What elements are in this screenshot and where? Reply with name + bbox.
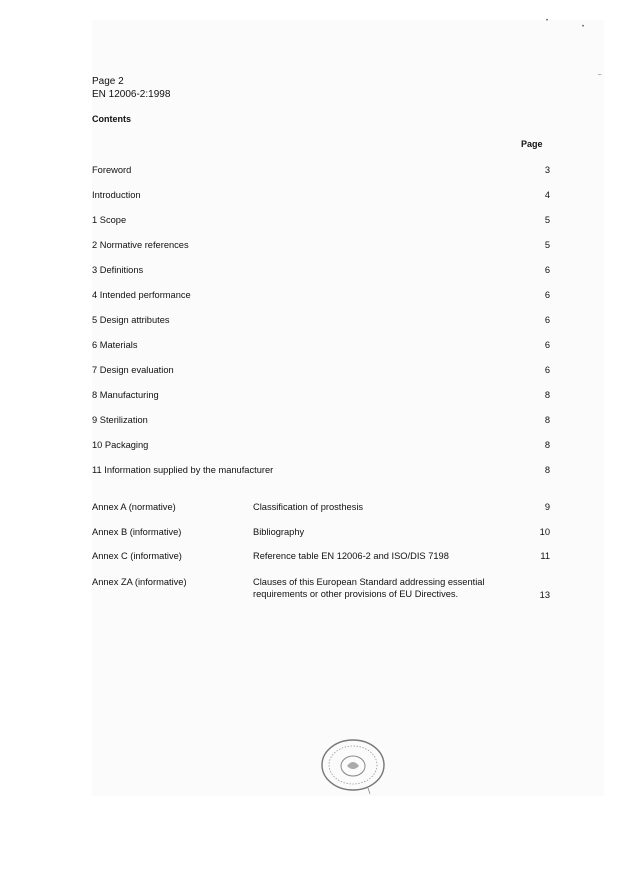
annex-title: Bibliography (253, 527, 305, 537)
annex-label: Annex C (informative) (92, 551, 182, 561)
annex-label: Annex A (normative) (92, 502, 176, 512)
annex-entry[interactable] (92, 501, 550, 513)
toc-entry-title: Foreword (92, 165, 132, 175)
scan-speck: • (546, 18, 549, 24)
annex-entry[interactable] (92, 576, 550, 602)
toc-entry-page: 5 (544, 240, 550, 250)
toc-entry[interactable] (92, 163, 550, 177)
annex-label: Annex ZA (informative) (92, 577, 187, 587)
scan-speck: – (598, 72, 602, 78)
page-column-heading: Page (521, 139, 543, 149)
toc-entry[interactable] (92, 388, 550, 402)
toc-entry-page: 6 (544, 290, 550, 300)
official-seal-stamp (318, 738, 388, 796)
seal-emblem (347, 762, 359, 769)
toc-entry-title: 10 Packaging (92, 440, 149, 450)
annex-title: Clauses of this European Standard addressing essential requirements or other provisions of EU Directives. (253, 577, 485, 599)
toc-entry[interactable] (92, 363, 550, 377)
toc-entry[interactable] (92, 188, 550, 202)
toc-entry[interactable] (92, 238, 550, 252)
toc-entry[interactable] (92, 313, 550, 327)
annex-entry[interactable] (92, 550, 550, 562)
toc-entry-page: 8 (544, 415, 550, 425)
annex-page: 9 (544, 502, 550, 512)
annex-title: Reference table EN 12006-2 and ISO/DIS 7198 (253, 551, 449, 561)
standard-number: EN 12006-2:1998 (92, 89, 171, 100)
toc-entry-title: 3 Definitions (92, 265, 144, 275)
annex-label: Annex B (informative) (92, 527, 182, 537)
toc-entry-title: Introduction (92, 190, 141, 200)
annex-page: 11 (540, 551, 550, 561)
annex-page: 13 (539, 590, 550, 600)
toc-entry[interactable] (92, 213, 550, 227)
toc-entry-title: 11 Information supplied by the manufacturer (92, 465, 274, 475)
toc-entry-page: 3 (544, 165, 550, 175)
toc-entry[interactable] (92, 288, 550, 302)
toc-entry-title: 8 Manufacturing (92, 390, 159, 400)
toc-entry[interactable] (92, 413, 550, 427)
document-page (92, 20, 604, 796)
toc-entry-page: 5 (544, 215, 550, 225)
toc-entry-title: 7 Design evaluation (92, 365, 174, 375)
scan-speck: • (582, 24, 585, 30)
contents-heading: Contents (92, 114, 131, 124)
toc-entry[interactable] (92, 338, 550, 352)
toc-entry[interactable] (92, 438, 550, 452)
toc-entry-title: 4 Intended performance (92, 290, 191, 300)
toc-entry-title: 5 Design attributes (92, 315, 170, 325)
toc-entry-page: 4 (544, 190, 550, 200)
toc-entry-page: 6 (544, 315, 550, 325)
page-number: Page 2 (92, 76, 124, 87)
toc-entry[interactable] (92, 463, 550, 477)
annex-title: Classification of prosthesis (253, 502, 364, 512)
toc-entry-page: 6 (544, 365, 550, 375)
toc-entry[interactable] (92, 263, 550, 277)
toc-entry-page: 6 (544, 265, 550, 275)
toc-entry-title: 6 Materials (92, 340, 138, 350)
toc-entry-page: 6 (544, 340, 550, 350)
toc-entry-title: 1 Scope (92, 215, 127, 225)
toc-entry-page: 8 (544, 440, 550, 450)
toc-entry-title: 2 Normative references (92, 240, 189, 250)
annex-page: 10 (539, 527, 550, 537)
toc-entry-page: 8 (544, 390, 550, 400)
toc-entry-page: 8 (544, 465, 550, 475)
toc-entry-title: 9 Sterilization (92, 415, 148, 425)
seal-mark (368, 788, 370, 794)
annex-entry[interactable] (92, 526, 550, 538)
